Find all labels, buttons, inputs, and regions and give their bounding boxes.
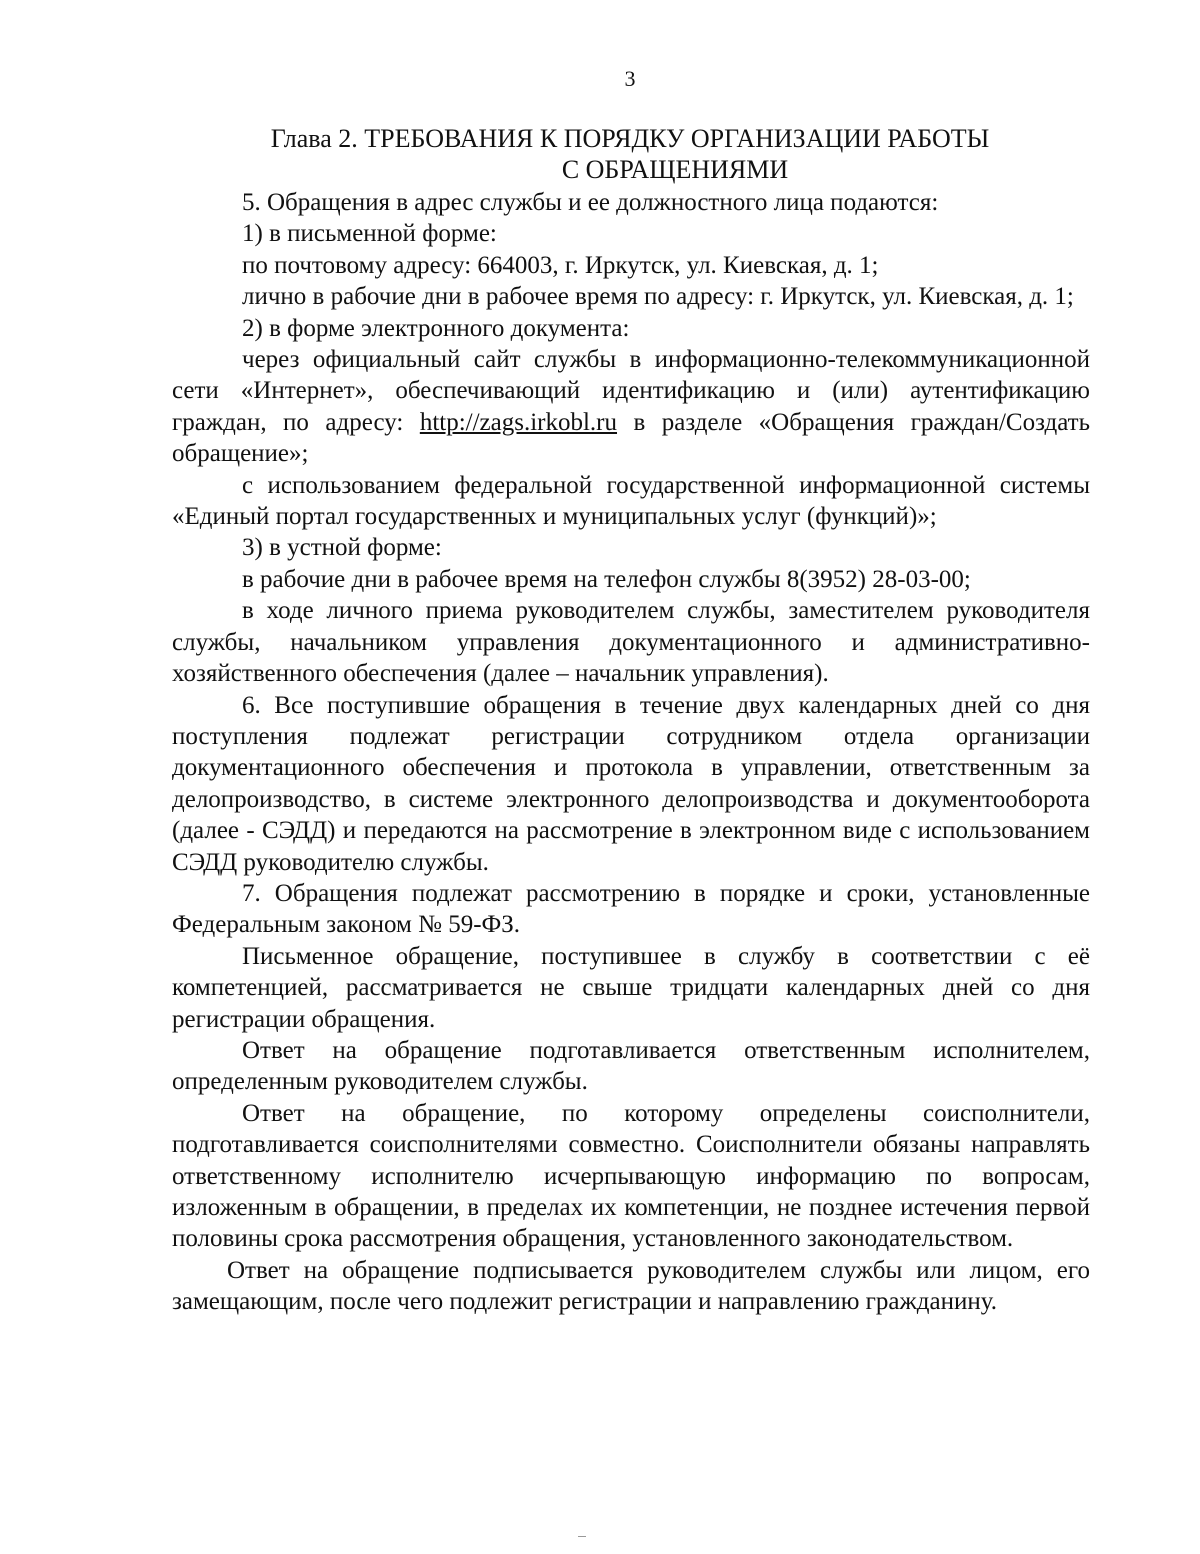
paragraph-signature: Ответ на обращение подписывается руководителем службы или лицом, его замещающим, после чего подлежит регистрации и направлению гражданину. (172, 1256, 1090, 1316)
paragraph-website (172, 344, 1090, 470)
paragraph-written-form: 1) в письменной форме: (242, 220, 497, 248)
website-text-before: через официальный сайт службы в информационно-телекоммуникационной сети «Интернет», обеспечивающий идентификацию и (или) аутентификацию граждан, по адресу: (172, 346, 1090, 436)
paragraph-personal-reception: в ходе личного приема руководителем службы, заместителем руководителя службы, начальником управления документационного и административно-хозяйственного обеспечения (далее – начальник управления). (172, 597, 1090, 688)
paragraph-in-person: лично в рабочие дни в рабочее время по адресу: г. Иркутск, ул. Киевская, д. 1; (242, 283, 1074, 311)
paragraph-electronic-form: 2) в форме электронного документа: (242, 314, 630, 342)
paragraph-oral-form: 3) в устной форме: (242, 534, 442, 562)
chapter-heading-line-1: Глава 2. ТРЕБОВАНИЯ К ПОРЯДКУ ОРГАНИЗАЦИИ РАБОТЫ (270, 124, 990, 153)
paragraph-7: 7. Обращения подлежат рассмотрению в порядке и сроки, установленные Федеральным законом № 59-ФЗ. (172, 879, 1090, 939)
paragraph-phone: в рабочие дни в рабочее время на телефон службы 8(3952) 28-03-00; (242, 565, 971, 593)
paragraph-5: 5. Обращения в адрес службы и ее должностного лица подаются: (242, 189, 939, 216)
paragraph-gosuslugi: с использованием федеральной государственной информационной системы «Единый портал государственных и муниципальных услуг (функций)»; (172, 471, 1090, 531)
paragraph-6: 6. Все поступившие обращения в течение двух календарных дней со дня поступления подлежат регистрации сотрудником отдела организации документационного обеспечения и протокола в управлении, ответственным за делопроизводство, в системе электронного делопроизводства и документооборота (далее - СЭДД) и передаются на рассмотрение в электронном виде с использованием СЭДД руководителю службы. (172, 691, 1090, 876)
chapter-heading-line-2: С ОБРАЩЕНИЯМИ (561, 155, 789, 184)
document-body (172, 187, 1090, 1318)
paragraph-postal-address: по почтовому адресу: 664003, г. Иркутск, ул. Киевская, д. 1; (242, 251, 879, 279)
paragraph-written-review: Письменное обращение, поступившее в службу в соответствии с её компетенцией, рассматривается не свыше тридцати календарных дней со дня регистрации обращения. (172, 942, 1090, 1033)
chapter-heading (170, 123, 1090, 185)
scan-speck (578, 1536, 586, 1537)
paragraph-co-executors: Ответ на обращение, по которому определены соисполнители, подготавливается соисполнителями совместно. Соисполнители обязаны направлять ответственному исполнителю исчерпывающую информацию по вопросам, изложенным в обращении, в пределах их компетенции, не позднее истечения первой половины срока рассмотрения обращения, установленного законодательством. (172, 1099, 1090, 1253)
website-link[interactable]: http://zags.irkobl.ru (419, 408, 618, 436)
website-text-after: в разделе «Обращения граждан/Создать обращение»; (172, 408, 1090, 468)
paragraph-responsible-executor: Ответ на обращение подготавливается ответственным исполнителем, определенным руководителем службы. (172, 1036, 1090, 1096)
page-number: 3 (624, 66, 636, 91)
